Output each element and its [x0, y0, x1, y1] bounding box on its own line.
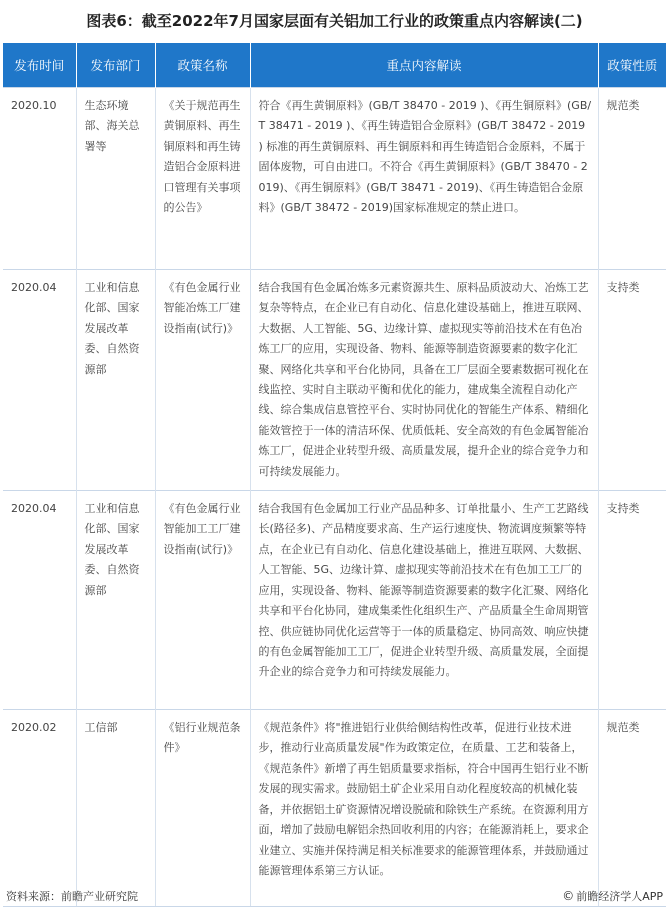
header-time: 发布时间 — [3, 43, 76, 88]
source-note: 资料来源：前瞻产业研究院 — [6, 890, 138, 903]
copyright-icon: © — [562, 889, 575, 903]
cell-nature: 支持类 — [598, 270, 666, 491]
cell-time: 2020.02 — [3, 710, 76, 907]
cell-nature: 支持类 — [598, 491, 666, 710]
cell-department: 工业和信息化部、国家发展改革委、自然资源部 — [76, 270, 155, 491]
policy-table — [3, 43, 666, 907]
table-row — [3, 88, 666, 270]
header-content: 重点内容解读 — [250, 43, 598, 88]
table-row — [3, 270, 666, 491]
cell-nature: 规范类 — [598, 710, 666, 907]
cell-content: 符合《再生黄铜原料》(GB/T 38470 - 2019 )、《再生铜原料》(GB/T 38471 - 2019 )、《再生铸造铝合金原料》(GB/T 38472 - 2019 ) 标准的再生黄铜原料、再生铜原料和再生铸造铝合金原料，不属于固体废物，可自由进口。不符合《再生黄铜原料》(GB/T 38470 - 2019)、《再生铜原料》(GB/T 38471 - 2019)、《再生铸造铝合金原料》(GB/T 38472 - 2019)国家标准规定的禁止进口。 — [250, 88, 598, 270]
cell-nature: 规范类 — [598, 88, 666, 270]
brand-name: 前瞻经济学人APP — [576, 890, 663, 903]
cell-content: 结合我国有色金属冶炼多元素资源共生、原料品质波动大、冶炼工艺复杂等特点，在企业已有自动化、信息化建设基础上，推进互联网、大数据、人工智能、5G、边缘计算、虚拟现实等前沿技术在有色冶炼工厂的应用，实现设备、物料、能源等制造资源要素的数字化汇聚、网络化共享和平台化协同，具备在工厂层面全要素数据可视化在线监控、实时自主联动平衡和优化的能力，建成集全流程自动化产线、综合集成信息管控平台、实时协同优化的智能生产体系、精细化能效管控于一体的清洁环保、优质低耗、安全高效的有色金属智能冶炼工厂，促进企业转型升级、高质量发展，提升企业的综合竞争力和可持续发展能力。 — [250, 270, 598, 491]
cell-policy-name: 《有色金属行业智能冶炼工厂建设指南(试行)》 — [155, 270, 250, 491]
cell-department: 工业和信息化部、国家发展改革委、自然资源部 — [76, 491, 155, 710]
table-row — [3, 491, 666, 710]
cell-content: 《规范条件》将"推进铝行业供给侧结构性改革，促进行业技术进步，推动行业高质量发展"作为政策定位，在质量、工艺和装备上，《规范条件》新增了再生铝质量要求指标，符合中国再生铝行业不断发展的现实需求。鼓励铝土矿企业采用自动化程度较高的机械化装备，并依据铝土矿资源情况增设脱硫和除铁生产系统。在资源利用方面，增加了鼓励电解铝余热回收利用的内容；在能源消耗上，要求企业建立、实施并保持满足相关标准要求的能源管理体系，并鼓励通过能源管理体系第三方认证。 — [250, 710, 598, 907]
header-policy-name: 政策名称 — [155, 43, 250, 88]
footer — [6, 886, 663, 906]
cell-department: 工信部 — [76, 710, 155, 907]
cell-time: 2020.04 — [3, 491, 76, 710]
cell-time: 2020.10 — [3, 88, 76, 270]
cell-department: 生态环境部、海关总署等 — [76, 88, 155, 270]
cell-policy-name: 《铝行业规范条件》 — [155, 710, 250, 907]
table-row — [3, 710, 666, 907]
brand-credit — [562, 888, 663, 904]
table-header-row — [3, 43, 666, 88]
header-department: 发布部门 — [76, 43, 155, 88]
cell-content: 结合我国有色金属加工行业产品品种多、订单批量小、生产工艺路线长(路径多)、产品精度要求高、生产运行速度快、物流调度频繁等特点，在企业已有自动化、信息化建设基础上，推进互联网、大数据、人工智能、5G、边缘计算、虚拟现实等前沿技术在有色加工工厂的应用，实现设备、物料、能源等制造资源要素的数字化汇聚、网络化共享和平台化协同，建成集柔性化组织生产、产品质量全生命周期管控、供应链协同优化运营等于一体的质量稳定、协同高效、响应快捷的有色金属智能加工工厂，促进企业转型升级、高质量发展，全面提升企业的综合竞争力和可持续发展能力。 — [250, 491, 598, 710]
cell-policy-name: 《有色金属行业智能加工工厂建设指南(试行)》 — [155, 491, 250, 710]
header-nature: 政策性质 — [598, 43, 666, 88]
chart-title: 图表6：截至2022年7月国家层面有关铝加工行业的政策重点内容解读(二) — [86, 11, 583, 30]
cell-time: 2020.04 — [3, 270, 76, 491]
cell-policy-name: 《关于规范再生黄铜原料、再生铜原料和再生铸造铝合金原料进口管理有关事项的公告》 — [155, 88, 250, 270]
